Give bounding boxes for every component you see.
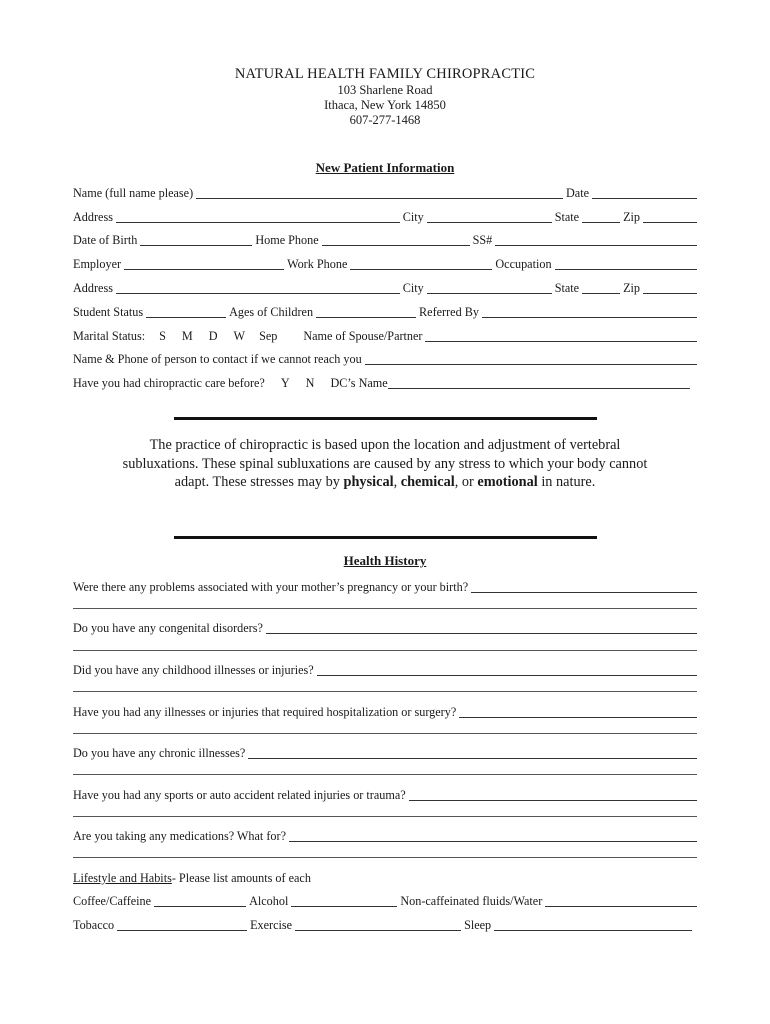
statement-text-1: The practice of chiropractic is based upon the location and adjustment of vertebral subluxations. These spinal subluxations are caused by any stress to which your body cannot adapt. These stresses may by	[122, 437, 648, 490]
statement-sep-2: , or	[454, 474, 478, 490]
statement-text-2: in nature.	[537, 474, 596, 490]
zip-label: Zip	[623, 210, 640, 224]
dob-row	[73, 230, 697, 248]
question-row-7	[73, 826, 697, 844]
address-row	[73, 207, 697, 225]
zip-label-2: Zip	[623, 281, 640, 295]
state-label-2: State	[554, 281, 580, 295]
contact-label: Name & Phone of person to contact if we cannot reach you	[73, 352, 362, 366]
noncaf-field[interactable]	[545, 893, 697, 907]
marital-option-w[interactable]: W	[233, 329, 246, 343]
marital-option-sep[interactable]: Sep	[259, 329, 278, 343]
referred-by-field[interactable]	[482, 304, 697, 318]
question-chronic: Do you have any chronic illnesses?	[73, 746, 246, 760]
home-phone-field[interactable]	[322, 232, 470, 246]
clinic-name: NATURAL HEALTH FAMILY CHIROPRACTIC	[234, 66, 536, 82]
answer-congenital-line-2[interactable]	[73, 650, 697, 651]
lifestyle-heading-row	[73, 868, 697, 886]
question-hospitalization: Have you had any illnesses or injuries that required hospitalization or surgery?	[73, 705, 457, 719]
health-history-heading: Health History	[343, 553, 427, 568]
state-field-2[interactable]	[582, 280, 620, 294]
address-row-2	[73, 278, 697, 296]
spouse-field[interactable]	[425, 328, 697, 342]
chiropractic-statement	[120, 436, 650, 492]
answer-chronic-field[interactable]	[248, 745, 697, 759]
answer-pregnancy-line-2[interactable]	[73, 608, 697, 609]
marital-option-d[interactable]: D	[208, 329, 218, 343]
sleep-field[interactable]	[494, 917, 692, 931]
name-label: Name (full name please)	[73, 186, 194, 200]
city-label: City	[402, 210, 424, 224]
divider-bottom	[174, 536, 597, 539]
city-field[interactable]	[427, 209, 552, 223]
marital-option-m[interactable]: M	[181, 329, 193, 343]
ages-children-label: Ages of Children	[229, 305, 314, 319]
employer-row	[73, 254, 697, 272]
coffee-label: Coffee/Caffeine	[73, 894, 152, 908]
contact-row	[73, 349, 697, 367]
statement-emotional: emotional	[477, 474, 538, 490]
ages-children-field[interactable]	[316, 304, 416, 318]
contact-field[interactable]	[365, 351, 697, 365]
employer-label: Employer	[73, 257, 122, 271]
clinic-city: Ithaca, New York 14850	[324, 98, 446, 112]
city-field-2[interactable]	[427, 280, 552, 294]
question-congenital: Do you have any congenital disorders?	[73, 621, 263, 635]
lifestyle-heading: Lifestyle and Habits	[73, 871, 172, 885]
work-phone-label: Work Phone	[287, 257, 348, 271]
marital-status-label: Marital Status:	[73, 329, 146, 343]
student-row	[73, 302, 697, 320]
dc-name-field[interactable]	[388, 375, 690, 389]
question-childhood: Did you have any childhood illnesses or injuries?	[73, 663, 314, 677]
answer-medications-line-2[interactable]	[73, 857, 697, 858]
occupation-field[interactable]	[555, 256, 697, 270]
answer-hospitalization-line-2[interactable]	[73, 733, 697, 734]
coffee-field[interactable]	[154, 893, 246, 907]
answer-trauma-line-2[interactable]	[73, 816, 697, 817]
chiro-care-label: Have you had chiropractic care before?	[73, 376, 265, 390]
address-field-2[interactable]	[116, 280, 400, 294]
name-row	[73, 183, 697, 201]
zip-field[interactable]	[643, 209, 697, 223]
marital-option-s[interactable]: S	[159, 329, 166, 343]
answer-childhood-line-2[interactable]	[73, 691, 697, 692]
question-row-1	[73, 577, 697, 595]
city-label-2: City	[402, 281, 424, 295]
sleep-label: Sleep	[464, 918, 492, 932]
home-phone-label: Home Phone	[255, 233, 319, 247]
noncaf-label: Non-caffeinated fluids/Water	[400, 894, 543, 908]
spouse-label: Name of Spouse/Partner	[303, 329, 423, 343]
exercise-label: Exercise	[250, 918, 293, 932]
answer-pregnancy-field[interactable]	[471, 579, 697, 593]
marital-row	[73, 326, 697, 344]
answer-childhood-field[interactable]	[317, 662, 697, 676]
answer-hospitalization-field[interactable]	[459, 704, 697, 718]
divider-top	[174, 417, 597, 420]
clinic-street: 103 Sharlene Road	[337, 83, 433, 97]
work-phone-field[interactable]	[350, 256, 492, 270]
student-status-label: Student Status	[73, 305, 144, 319]
state-label: State	[554, 210, 580, 224]
date-label: Date	[565, 186, 589, 200]
dob-label: Date of Birth	[73, 233, 138, 247]
address-label-2: Address	[73, 281, 113, 295]
date-field[interactable]	[592, 185, 697, 199]
address-label: Address	[73, 210, 113, 224]
chiro-yes-option[interactable]: Y	[280, 376, 290, 390]
lifestyle-heading-suffix: - Please list amounts of each	[171, 871, 311, 885]
dc-name-label: DC’s Name	[330, 376, 388, 390]
chiro-no-option[interactable]: N	[305, 376, 315, 390]
zip-field-2[interactable]	[643, 280, 697, 294]
dob-field[interactable]	[140, 232, 252, 246]
answer-congenital-field[interactable]	[266, 620, 697, 634]
question-row-4	[73, 702, 697, 720]
question-pregnancy: Were there any problems associated with your mother’s pregnancy or your birth?	[73, 580, 469, 594]
tobacco-field[interactable]	[117, 917, 247, 931]
employer-field[interactable]	[124, 256, 284, 270]
answer-chronic-line-2[interactable]	[73, 774, 697, 775]
ss-label: SS#	[472, 233, 493, 247]
statement-sep-1: ,	[393, 474, 401, 490]
statement-physical: physical	[343, 474, 394, 490]
question-trauma: Have you had any sports or auto accident related injuries or trauma?	[73, 788, 406, 802]
address-field[interactable]	[116, 209, 400, 223]
statement-chemical: chemical	[400, 474, 455, 490]
student-status-field[interactable]	[146, 304, 226, 318]
answer-trauma-field[interactable]	[409, 787, 697, 801]
question-row-5	[73, 743, 697, 761]
state-field[interactable]	[582, 209, 620, 223]
new-patient-heading: New Patient Information	[315, 160, 455, 175]
lifestyle-row-1	[73, 891, 697, 909]
question-row-6	[73, 785, 697, 803]
clinic-phone: 607-277-1468	[349, 113, 421, 127]
referred-by-label: Referred By	[419, 305, 479, 319]
question-medications: Are you taking any medications? What for?	[73, 829, 286, 843]
lifestyle-row-2	[73, 915, 697, 933]
chiro-care-row	[73, 373, 697, 391]
alcohol-field[interactable]	[291, 893, 397, 907]
occupation-label: Occupation	[495, 257, 552, 271]
question-row-3	[73, 660, 697, 678]
tobacco-label: Tobacco	[73, 918, 115, 932]
alcohol-label: Alcohol	[249, 894, 289, 908]
exercise-field[interactable]	[295, 917, 461, 931]
answer-medications-field[interactable]	[289, 828, 697, 842]
name-field[interactable]	[196, 185, 563, 199]
ss-field[interactable]	[495, 232, 697, 246]
question-row-2	[73, 618, 697, 636]
